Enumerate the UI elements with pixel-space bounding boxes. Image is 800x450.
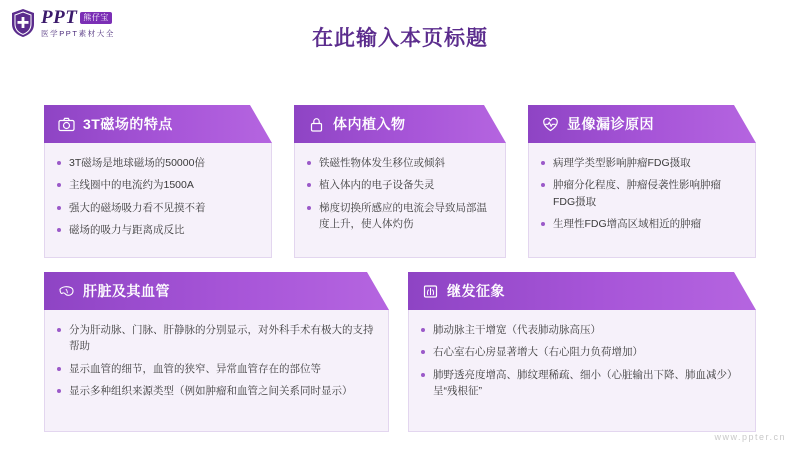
content-card [408,272,756,432]
header-notch [367,272,389,310]
list-item: 梯度切换所感应的电流会导致局部温度上升，使人体灼伤 [307,200,493,233]
card-body [44,310,389,432]
list-item: 强大的磁场吸力看不见摸不着 [57,200,259,216]
card-title: 3T磁场的特点 [83,116,173,132]
bullet-list [57,155,259,238]
header-notch [734,105,756,143]
card-header [528,105,756,143]
content-card [44,105,272,258]
header-notch [734,272,756,310]
bullet-list [307,155,493,232]
content-card [528,105,756,258]
card-title: 继发征象 [447,283,505,299]
header-notch [250,105,272,143]
lock-icon [308,116,325,133]
card-header [294,105,506,143]
list-item: 肺动脉主干增宽（代表肺动脉高压） [421,322,743,338]
logo-badge: 熊仔宝 [80,12,112,24]
card-title: 显像漏诊原因 [567,116,654,132]
card-title: 肝脏及其血管 [83,283,170,299]
logo-brand-text: PPT [41,7,78,29]
list-item: 主线圈中的电流约为1500A [57,177,259,193]
card-header [44,272,389,310]
bullet-list [541,155,743,232]
content-card [294,105,506,258]
list-item: 病理学类型影响肿瘤FDG摄取 [541,155,743,171]
list-item: 铁磁性物体发生移位或倾斜 [307,155,493,171]
card-body [528,143,756,258]
card-title: 体内植入物 [333,116,406,132]
list-item: 分为肝动脉、门脉、肝静脉的分别显示，对外科手术有极大的支持帮助 [57,322,376,355]
list-item: 右心室右心房显著增大（右心阻力负荷增加） [421,344,743,360]
list-item: 显示多种组织来源类型（例如肿瘤和血管之间关系同时显示） [57,383,376,399]
card-body [44,143,272,258]
card-header [408,272,756,310]
list-item: 肿瘤分化程度、肿瘤侵袭性影响肿瘤FDG摄取 [541,177,743,210]
card-body [408,310,756,432]
content-card [44,272,389,432]
list-item: 肺野透亮度增高、肺纹理稀疏、细小（心脏输出下降、肺血减少）呈“残根征” [421,367,743,400]
list-item: 植入体内的电子设备失灵 [307,177,493,193]
list-item: 磁场的吸力与距离成反比 [57,222,259,238]
bullet-list [57,322,376,399]
card-header [44,105,272,143]
list-item: 3T磁场是地球磁场的50000倍 [57,155,259,171]
heartbeat-icon [542,116,559,133]
logo-subtitle: 医学PPT素材大全 [41,29,115,39]
liver-icon [58,283,75,300]
list-item: 生理性FDG增高区域相近的肿瘤 [541,216,743,232]
bullet-list [421,322,743,399]
card-body [294,143,506,258]
list-item: 显示血管的细节，血管的狭窄、异常血管存在的部位等 [57,361,376,377]
header-notch [484,105,506,143]
page-title: 在此输入本页标题 [312,27,488,50]
lungs-icon [422,283,439,300]
camera-icon [58,116,75,133]
footer-url: www.ppter.cn [714,432,786,442]
